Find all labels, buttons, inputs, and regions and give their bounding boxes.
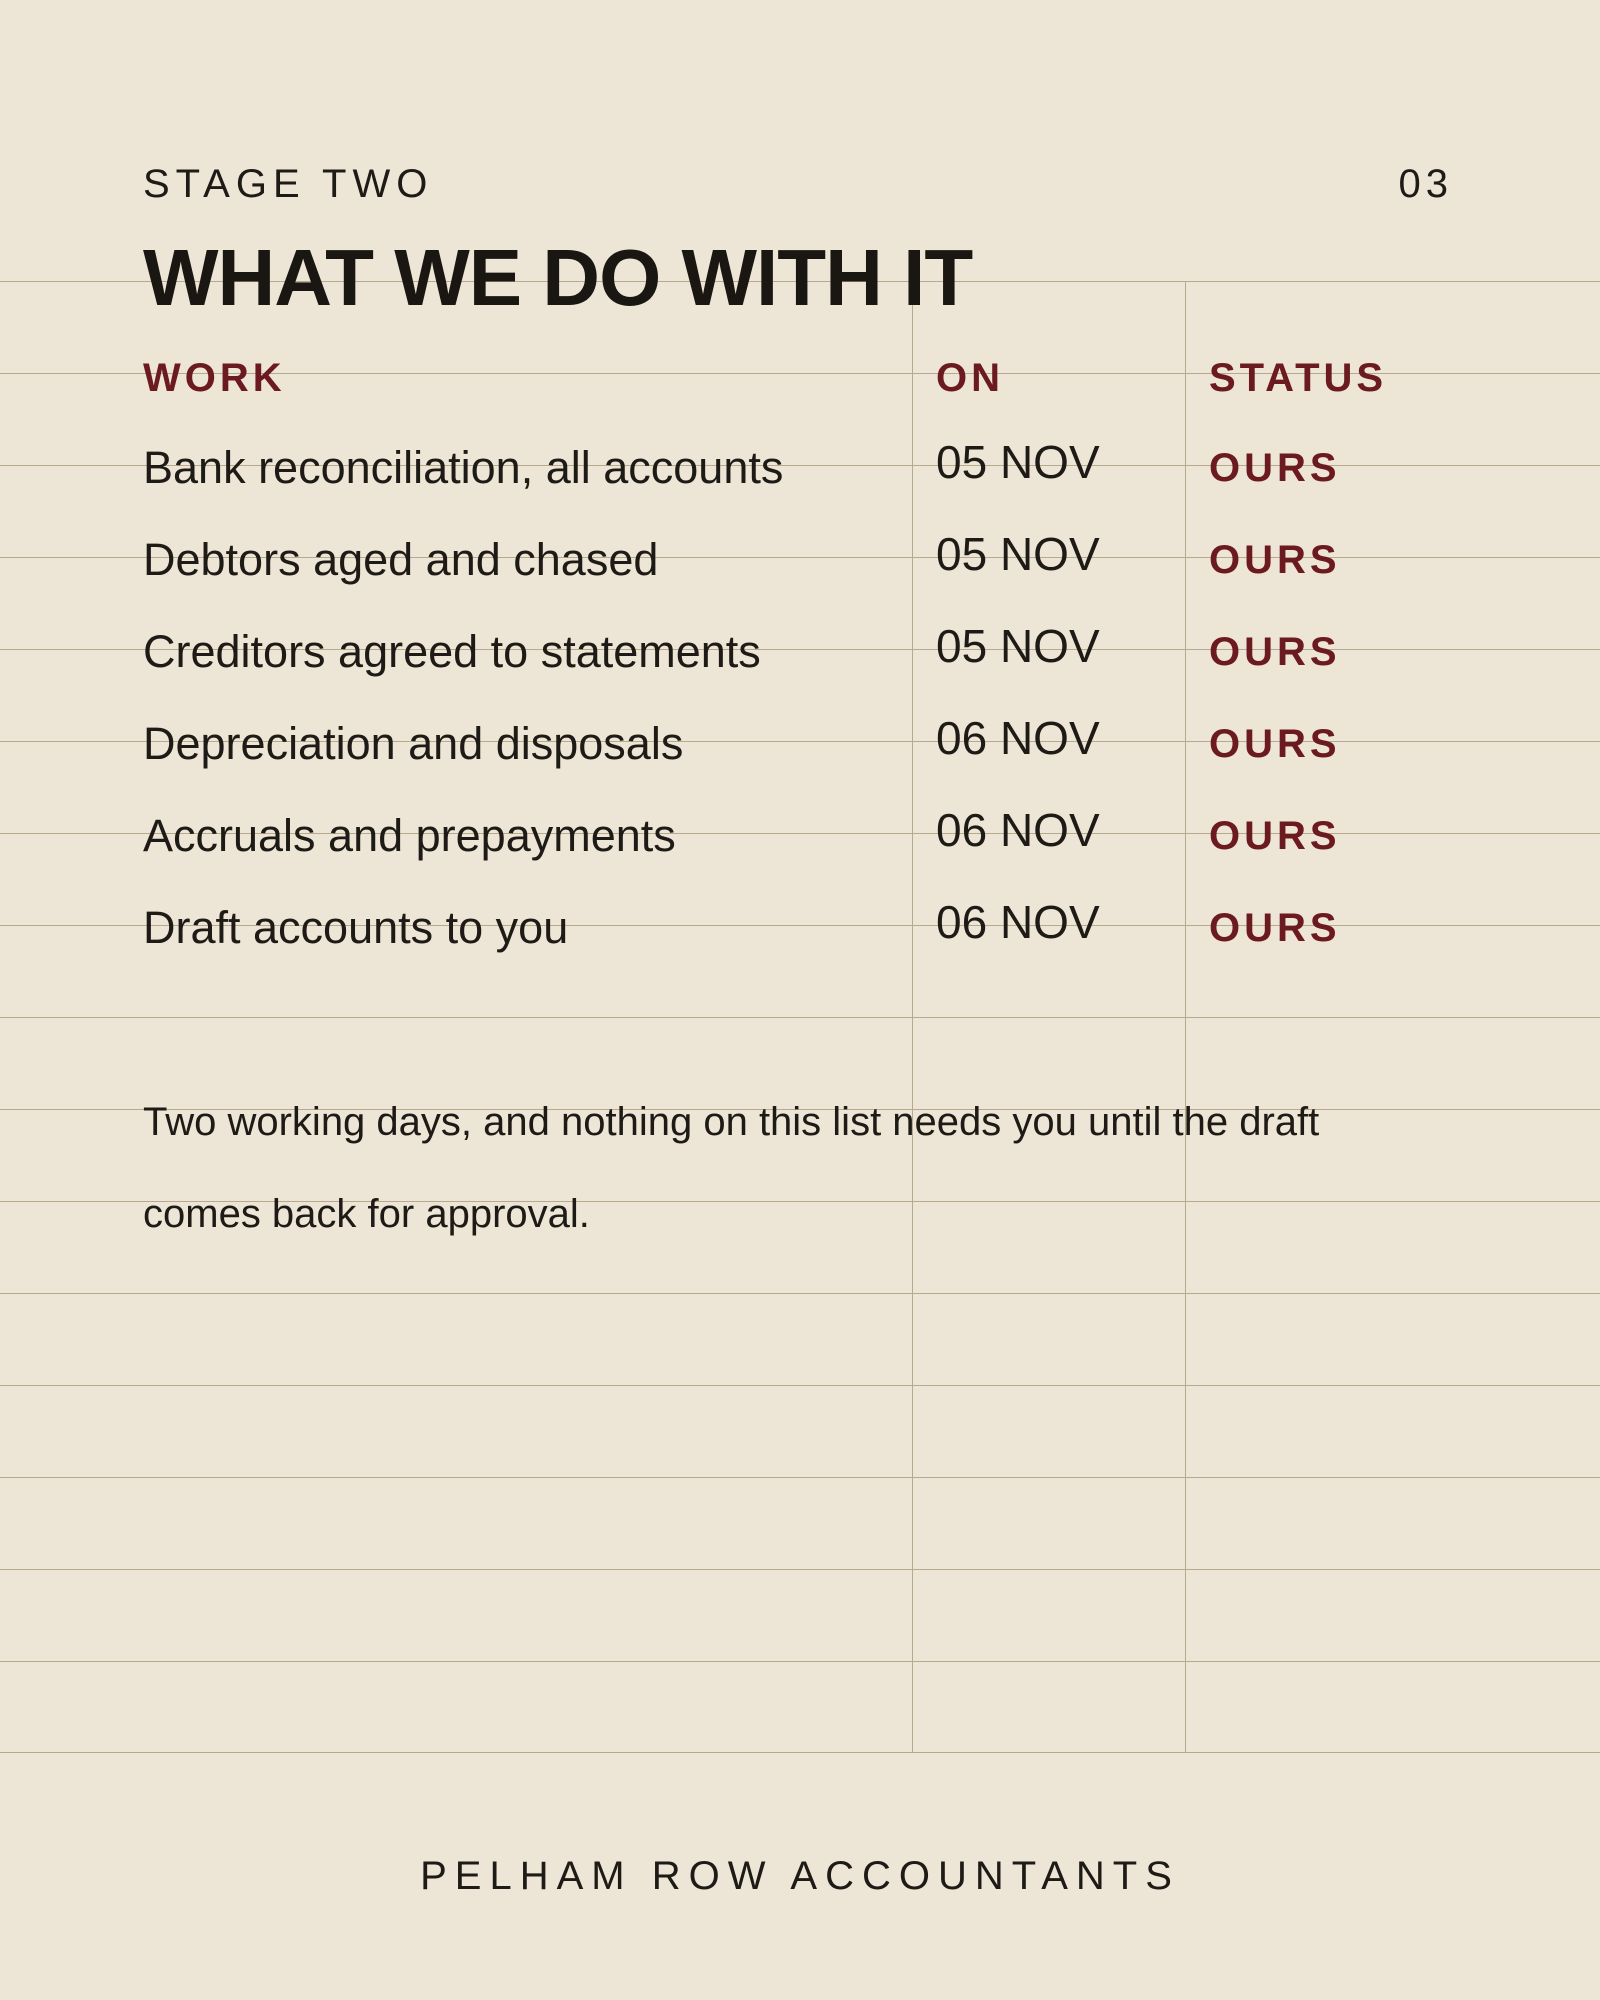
work-date: 06 NOV [936,804,1100,856]
page-title: WHAT WE DO WITH IT [143,233,973,322]
work-date: 06 NOV [936,896,1100,948]
page-number: 03 [1398,162,1453,206]
rule-line [0,1569,1600,1570]
rule-line [0,1293,1600,1294]
work-item: Draft accounts to you [143,902,569,953]
footer-brand: PELHAM ROW ACCOUNTANTS [420,1854,1180,1898]
work-date: 05 NOV [936,528,1100,580]
status-badge: OURS [1209,906,1341,950]
work-date: 05 NOV [936,620,1100,672]
table-row [0,712,1600,808]
table-row [0,528,1600,624]
work-item: Accruals and prepayments [143,810,676,861]
table-row [0,804,1600,900]
work-item: Bank reconciliation, all accounts [143,442,784,493]
summary-note: Two working days, and nothing on this list needs you until the draft comes back for approval. [143,1100,1320,1236]
stage-label: STAGE TWO [143,162,434,206]
status-badge: OURS [1209,538,1341,582]
rule-line [0,1385,1600,1386]
work-item: Creditors agreed to statements [143,626,761,677]
table-row [0,620,1600,716]
work-item: Debtors aged and chased [143,534,659,585]
work-date: 06 NOV [936,712,1100,764]
table-row [0,436,1600,532]
column-header-status: STATUS [1209,356,1388,400]
rule-line [0,1017,1600,1018]
status-badge: OURS [1209,722,1341,766]
status-badge: OURS [1209,446,1341,490]
table-row [0,896,1600,992]
work-date: 05 NOV [936,436,1100,488]
column-header-on: ON [936,356,1004,400]
rule-line [0,1752,1600,1753]
column-header-work: WORK [143,356,286,400]
status-badge: OURS [1209,630,1341,674]
status-badge: OURS [1209,814,1341,858]
work-item: Depreciation and disposals [143,718,684,769]
rule-line [0,1661,1600,1662]
rule-line [0,1477,1600,1478]
